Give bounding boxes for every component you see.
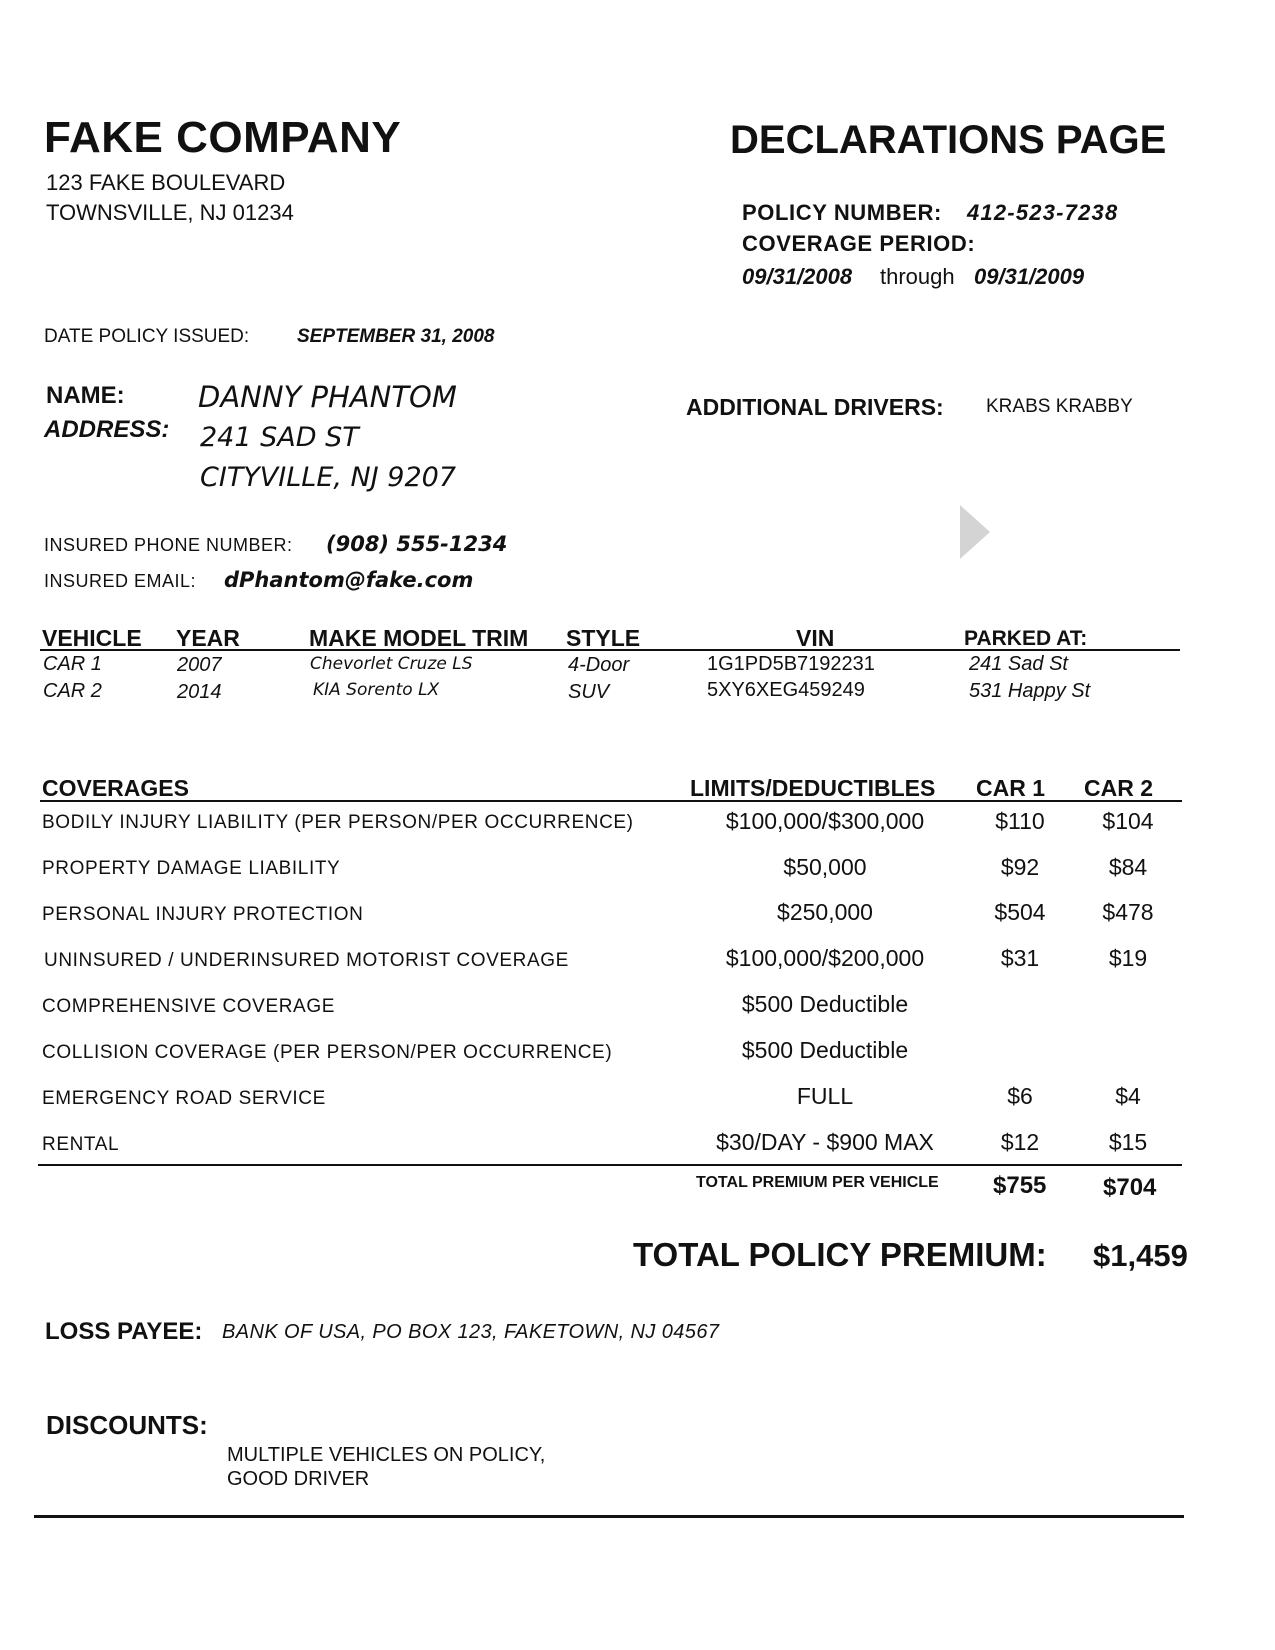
parked-at-cell: 531 Happy St	[969, 680, 1091, 702]
vehicles-header-style: STYLE	[566, 625, 641, 651]
coverage-limit-cell: $30/DAY - $900 MAX	[716, 1129, 934, 1155]
vehicle-cell: CAR 1	[43, 653, 102, 675]
coverage-car2-cell: $104	[1102, 808, 1154, 834]
coverages-header-divider	[40, 800, 1182, 802]
total-per-vehicle-label: TOTAL PREMIUM PER VEHICLE	[696, 1174, 939, 1191]
total-policy-premium-value: $1,459	[1093, 1238, 1188, 1273]
document-title: DECLARATIONS PAGE	[730, 118, 1167, 162]
insured-name: DANNY PHANTOM	[198, 380, 457, 414]
coverages-header-car2: CAR 2	[1084, 775, 1154, 801]
coverage-limit-cell: $250,000	[777, 899, 873, 925]
date-issued-value: SEPTEMBER 31, 2008	[297, 326, 495, 347]
coverage-period-label: COVERAGE PERIOD:	[742, 231, 976, 256]
style-cell: SUV	[568, 681, 610, 703]
coverage-car1-cell: $6	[1007, 1083, 1033, 1109]
year-cell: 2014	[177, 681, 222, 703]
make-model-trim-cell: Chevorlet Cruze LS	[310, 654, 473, 674]
vehicles-header-make-model-trim: MAKE MODEL TRIM	[309, 625, 529, 651]
coverage-name-cell: PERSONAL INJURY PROTECTION	[42, 904, 364, 925]
parked-at-cell: 241 Sad St	[969, 653, 1068, 675]
play-triangle-icon	[960, 505, 990, 559]
coverage-car2-cell: $478	[1102, 899, 1154, 925]
coverage-name-cell: BODILY INJURY LIABILITY (PER PERSON/PER OCCURRENCE)	[42, 812, 634, 833]
coverage-car2-cell: $4	[1115, 1083, 1141, 1109]
company-name: FAKE COMPANY	[44, 113, 402, 162]
coverage-limit-cell: $500 Deductible	[741, 991, 909, 1017]
vehicles-header-year: YEAR	[176, 625, 240, 651]
coverage-through-text: through	[880, 264, 955, 289]
vin-cell: 1G1PD5B7192231	[707, 653, 875, 675]
vehicles-header-vin: VIN	[796, 625, 835, 651]
coverage-name-cell: COLLISION COVERAGE (PER PERSON/PER OCCURRENCE)	[42, 1042, 613, 1063]
coverages-header-name: COVERAGES	[42, 775, 189, 801]
coverage-name-cell: UNINSURED / UNDERINSURED MOTORIST COVERAGE	[44, 950, 569, 971]
company-address-line1: 123 FAKE BOULEVARD	[46, 170, 286, 195]
insured-address-line1: 241 SAD ST	[200, 422, 359, 453]
loss-payee-value: BANK OF USA, PO BOX 123, FAKETOWN, NJ 04567	[222, 1321, 720, 1343]
coverage-limit-cell: $100,000/$300,000	[725, 808, 925, 834]
vehicles-header-divider	[40, 649, 1180, 651]
coverage-car1-cell: $110	[995, 808, 1045, 834]
insured-address-line2: CITYVILLE, NJ 9207	[200, 462, 456, 493]
coverage-car1-cell: $504	[994, 899, 1046, 925]
company-address-line2: TOWNSVILLE, NJ 01234	[46, 200, 294, 225]
coverage-limit-cell: FULL	[796, 1083, 854, 1109]
phone-label: INSURED PHONE NUMBER:	[44, 535, 293, 555]
total-car1-value: $755	[993, 1172, 1047, 1199]
coverage-start-date: 09/31/2008	[742, 264, 853, 289]
total-policy-premium-label: TOTAL POLICY PREMIUM:	[633, 1236, 1047, 1273]
coverage-name-cell: RENTAL	[42, 1134, 120, 1155]
footer-divider	[34, 1515, 1184, 1518]
insured-name-label: NAME:	[46, 382, 125, 409]
coverages-header-limits: LIMITS/DEDUCTIBLES	[690, 775, 936, 801]
coverage-limit-cell: $500 Deductible	[741, 1037, 909, 1063]
coverage-end-date: 09/31/2009	[974, 264, 1085, 289]
loss-payee-label: LOSS PAYEE:	[45, 1318, 203, 1345]
policy-number-value: 412-523-7238	[967, 200, 1119, 225]
coverage-car1-cell: $12	[1000, 1129, 1040, 1155]
vehicles-header-parked-at: PARKED AT:	[964, 627, 1088, 650]
email-value: dPhantom@fake.com	[224, 568, 474, 592]
coverage-car1-cell: $31	[1000, 945, 1040, 971]
coverage-name-cell: PROPERTY DAMAGE LIABILITY	[42, 858, 341, 879]
make-model-trim-cell: KIA Sorento LX	[313, 680, 440, 700]
phone-value: (908) 555-1234	[326, 532, 508, 556]
style-cell: 4-Door	[568, 654, 630, 676]
email-label: INSURED EMAIL:	[44, 571, 197, 591]
coverage-limit-cell: $50,000	[783, 854, 867, 880]
policy-number-label: POLICY NUMBER:	[742, 200, 942, 225]
additional-drivers-label: ADDITIONAL DRIVERS:	[686, 394, 944, 420]
date-issued-label: DATE POLICY ISSUED:	[44, 326, 250, 347]
list-item: MULTIPLE VEHICLES ON POLICY,	[227, 1444, 546, 1466]
coverages-footer-divider	[38, 1164, 1182, 1166]
coverage-car2-cell: $15	[1108, 1129, 1148, 1155]
total-car2-value: $704	[1103, 1174, 1157, 1201]
list-item: GOOD DRIVER	[227, 1468, 370, 1490]
vehicles-header-vehicle: VEHICLE	[42, 625, 142, 651]
vin-cell: 5XY6XEG459249	[707, 679, 865, 701]
discounts-label: DISCOUNTS:	[46, 1410, 208, 1440]
coverage-name-cell: EMERGENCY ROAD SERVICE	[42, 1088, 326, 1109]
vehicle-cell: CAR 2	[43, 680, 102, 702]
coverages-header-car1: CAR 1	[976, 775, 1046, 801]
coverage-car1-cell: $92	[1000, 854, 1040, 880]
year-cell: 2007	[177, 654, 222, 676]
coverage-car2-cell: $84	[1108, 854, 1148, 880]
additional-drivers-value: KRABS KRABBY	[986, 396, 1133, 417]
coverage-limit-cell: $100,000/$200,000	[725, 945, 925, 971]
insured-address-label: ADDRESS:	[44, 416, 170, 443]
coverage-name-cell: COMPREHENSIVE COVERAGE	[42, 996, 335, 1017]
coverage-car2-cell: $19	[1108, 945, 1148, 971]
